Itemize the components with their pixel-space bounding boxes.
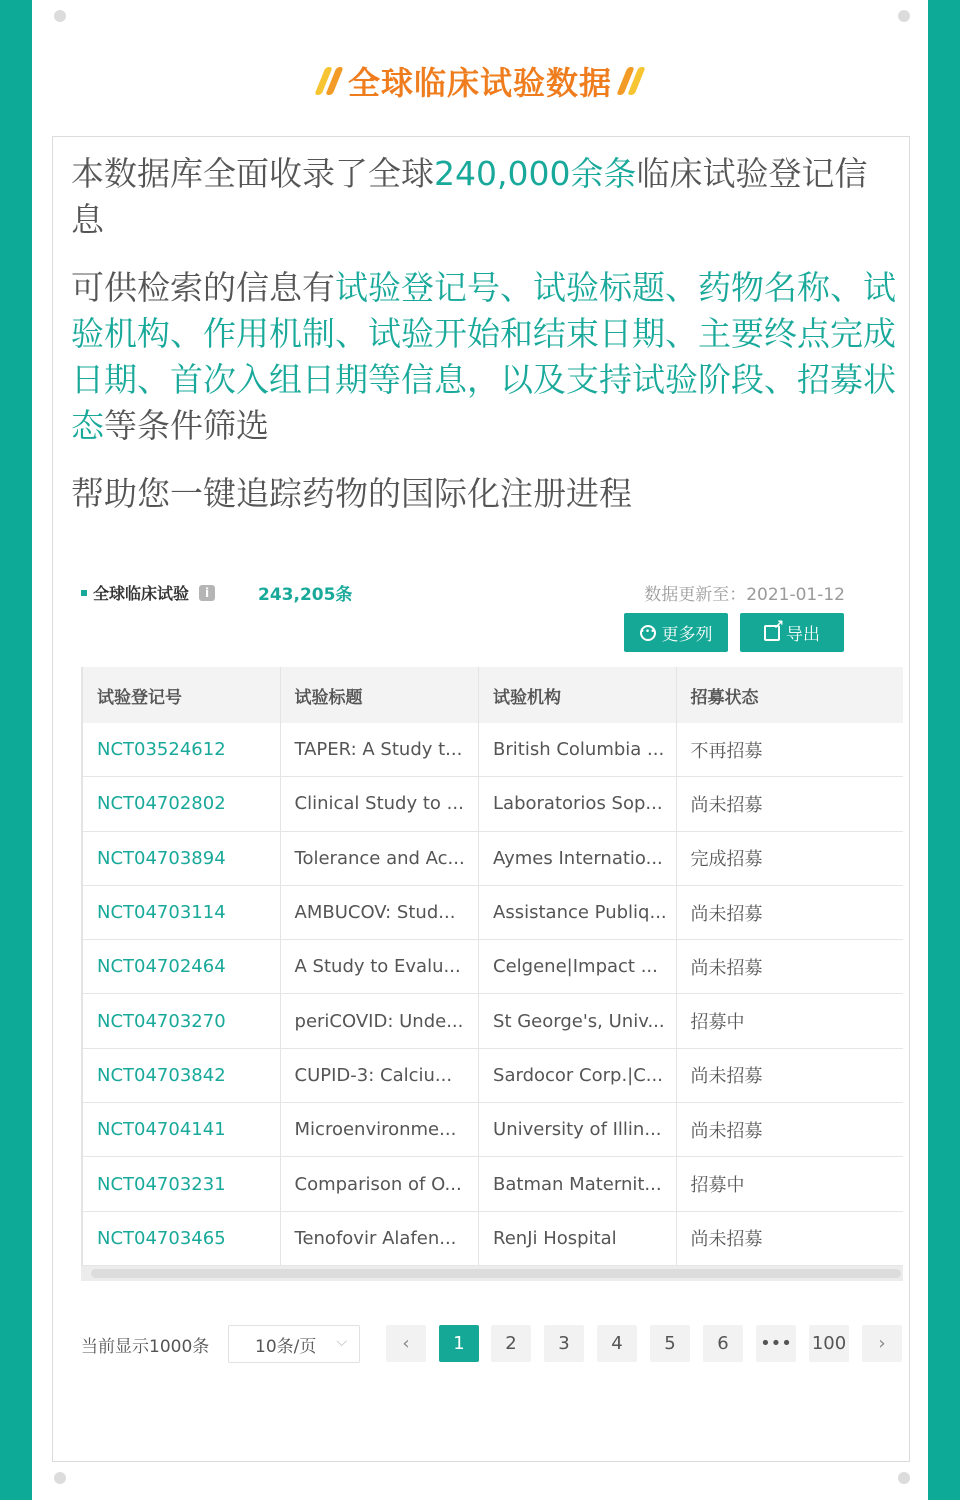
column-header[interactable]: 试验登记号 bbox=[83, 667, 281, 723]
institution-cell: British Columbia ... bbox=[479, 723, 677, 776]
pin-decoration bbox=[54, 10, 66, 22]
more-columns-button[interactable] bbox=[624, 613, 728, 652]
column-header[interactable]: 试验机构 bbox=[479, 667, 677, 723]
trial-id-link[interactable]: NCT03524612 bbox=[83, 723, 281, 776]
more-dots-icon: ••• bbox=[640, 625, 656, 641]
trial-id-link[interactable]: NCT04703842 bbox=[83, 1049, 281, 1102]
institution-cell: Assistance Publiq... bbox=[479, 886, 677, 939]
table-row[interactable] bbox=[83, 1049, 903, 1103]
institution-cell: RenJi Hospital bbox=[479, 1212, 677, 1265]
info-icon[interactable]: i bbox=[199, 585, 215, 601]
update-date: 数据更新至：2021-01-12 bbox=[644, 585, 845, 605]
page-button-2[interactable]: 2 bbox=[491, 1325, 531, 1362]
institution-cell: St George's, Univ... bbox=[479, 994, 677, 1047]
pin-decoration bbox=[54, 1472, 66, 1484]
institution-cell: Celgene|Impact ... bbox=[479, 940, 677, 993]
intro-paragraph-2 bbox=[71, 265, 897, 449]
total-display: 当前显示1000条 bbox=[81, 1337, 210, 1357]
status-cell: 不再招募 bbox=[690, 740, 763, 762]
page-button-3[interactable]: 3 bbox=[544, 1325, 584, 1362]
table-row[interactable] bbox=[83, 1212, 903, 1266]
status-cell: 尚未招募 bbox=[690, 903, 763, 925]
highlight-text: 240,000余条 bbox=[434, 154, 637, 193]
slash-decoration-left bbox=[320, 67, 338, 95]
dataset-label-text: 全球临床试验 bbox=[93, 584, 190, 603]
export-button[interactable] bbox=[740, 613, 844, 652]
trial-id-link[interactable]: NCT04703270 bbox=[83, 994, 281, 1047]
trials-table bbox=[81, 667, 903, 1266]
trial-title-cell: TAPER: A Study t... bbox=[281, 723, 480, 776]
trial-id-link[interactable]: NCT04703114 bbox=[83, 886, 281, 939]
body-text: 可供检索的信息有 bbox=[71, 268, 335, 307]
page-button-1[interactable]: 1 bbox=[439, 1325, 479, 1362]
trial-id-link[interactable]: NCT04702464 bbox=[83, 940, 281, 993]
table-row[interactable] bbox=[83, 1103, 903, 1157]
column-header[interactable]: 试验标题 bbox=[281, 667, 480, 723]
chevron-down-icon: ⌵ bbox=[336, 1334, 347, 1350]
trial-title-cell: periCOVID: Unde... bbox=[281, 994, 480, 1047]
status-cell: 尚未招募 bbox=[690, 957, 763, 979]
trial-id-link[interactable]: NCT04703465 bbox=[83, 1212, 281, 1265]
status-cell: 尚未招募 bbox=[690, 1066, 763, 1088]
table-body bbox=[83, 723, 903, 1266]
intro-paragraph-1 bbox=[71, 151, 897, 243]
intro-paragraph-3 bbox=[71, 471, 897, 517]
export-label: 导出 bbox=[786, 625, 820, 645]
institution-cell: Laboratorios Sop... bbox=[479, 777, 677, 830]
trial-title-cell: Microenvironme... bbox=[281, 1103, 480, 1156]
more-columns-label: 更多列 bbox=[661, 625, 713, 645]
trial-title-cell: Comparison of O... bbox=[281, 1157, 480, 1210]
status-cell: 招募中 bbox=[690, 1175, 745, 1197]
trial-title-cell: Clinical Study to ... bbox=[281, 777, 480, 830]
page-heading bbox=[32, 56, 928, 106]
trial-id-link[interactable]: NCT04703894 bbox=[83, 832, 281, 885]
page-button-100[interactable]: 100 bbox=[809, 1325, 849, 1362]
column-header[interactable]: 招募状态 bbox=[690, 687, 759, 708]
bullet-icon bbox=[81, 590, 87, 596]
pin-decoration bbox=[898, 1472, 910, 1484]
table-row[interactable] bbox=[83, 994, 903, 1048]
body-text: 等条件筛选 bbox=[104, 406, 269, 445]
highlight-text: 试验登记号、试验标题、药物名称、试验机构、作用机制、试验开始和结束日期、主要终点完成日期、首次入组日期等信息，以及支持试验阶段、招募状态 bbox=[71, 268, 896, 445]
slash-decoration-right bbox=[622, 67, 640, 95]
dataset-label bbox=[81, 581, 215, 604]
scrollbar-thumb[interactable] bbox=[91, 1269, 901, 1278]
table-row[interactable] bbox=[83, 940, 903, 994]
trial-title-cell: AMBUCOV: Stud... bbox=[281, 886, 480, 939]
status-cell: 尚未招募 bbox=[690, 1120, 763, 1142]
page-button-4[interactable]: 4 bbox=[597, 1325, 637, 1362]
table-row[interactable] bbox=[83, 886, 903, 940]
record-count: 243,205条 bbox=[258, 585, 353, 605]
status-cell: 完成招募 bbox=[690, 849, 763, 871]
trial-title-cell: A Study to Evalu... bbox=[281, 940, 480, 993]
next-page-button[interactable]: › bbox=[862, 1325, 902, 1362]
trial-id-link[interactable]: NCT04702802 bbox=[83, 777, 281, 830]
status-cell: 尚未招募 bbox=[690, 1229, 763, 1251]
trial-title-cell: Tolerance and Ac... bbox=[281, 832, 480, 885]
body-text: 帮助您一键追踪药物的国际化注册进程 bbox=[71, 474, 632, 513]
institution-cell: Aymes Internatio... bbox=[479, 832, 677, 885]
page-button-6[interactable]: 6 bbox=[703, 1325, 743, 1362]
table-header bbox=[83, 667, 903, 723]
page-size-select[interactable] bbox=[228, 1325, 360, 1363]
content-card bbox=[32, 0, 928, 1500]
trial-id-link[interactable]: NCT04703231 bbox=[83, 1157, 281, 1210]
trial-title-cell: Tenofovir Alafen... bbox=[281, 1212, 480, 1265]
table-row[interactable] bbox=[83, 832, 903, 886]
table-row[interactable] bbox=[83, 777, 903, 831]
horizontal-scrollbar[interactable] bbox=[81, 1266, 903, 1281]
status-cell: 尚未招募 bbox=[690, 794, 763, 816]
export-icon bbox=[764, 625, 780, 641]
trial-id-link[interactable]: NCT04704141 bbox=[83, 1103, 281, 1156]
institution-cell: University of Illin... bbox=[479, 1103, 677, 1156]
page-size-value: 10条/页 bbox=[255, 1336, 317, 1357]
page-button-5[interactable]: 5 bbox=[650, 1325, 690, 1362]
page-title: 全球临床试验数据 bbox=[347, 64, 612, 102]
trial-title-cell: CUPID-3: Calciu... bbox=[281, 1049, 480, 1102]
institution-cell: Sardocor Corp.|C... bbox=[479, 1049, 677, 1102]
prev-page-button[interactable]: ‹ bbox=[386, 1325, 426, 1362]
institution-cell: Batman Maternit... bbox=[479, 1157, 677, 1210]
table-row[interactable] bbox=[83, 723, 903, 777]
status-cell: 招募中 bbox=[690, 1012, 745, 1034]
body-text: 临床试验登记信息 bbox=[71, 154, 868, 239]
table-row[interactable] bbox=[83, 1157, 903, 1211]
pin-decoration bbox=[898, 10, 910, 22]
main-panel bbox=[52, 136, 910, 1462]
body-text: 本数据库全面收录了全球 bbox=[71, 154, 434, 193]
pagination-ellipsis[interactable]: ••• bbox=[756, 1325, 796, 1362]
